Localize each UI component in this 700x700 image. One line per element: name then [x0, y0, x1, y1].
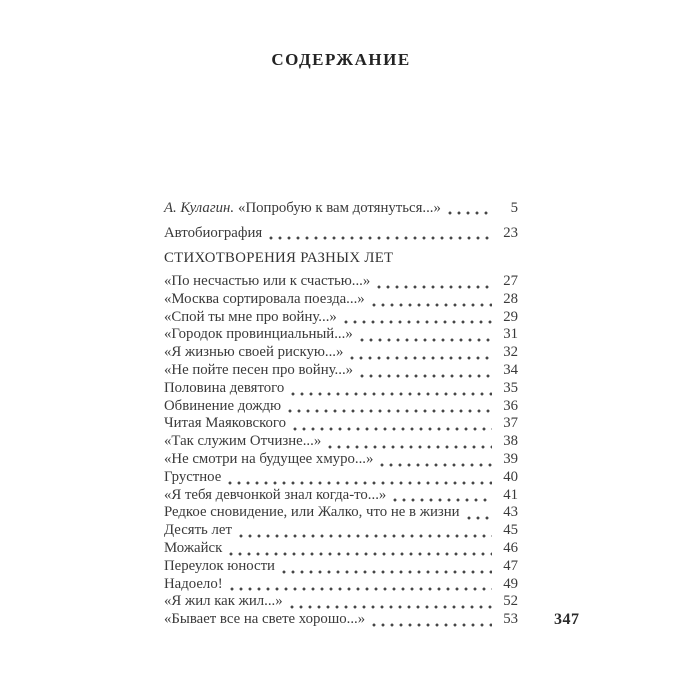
dot-leader: [358, 367, 492, 380]
toc-entry-title: Можайск: [164, 539, 223, 556]
toc-entry: [164, 380, 518, 398]
toc-entry: [164, 540, 518, 558]
toc-entry-title: «Я жизнью своей рискую...»: [164, 344, 344, 361]
dot-leader: [280, 563, 492, 576]
dot-leader: [228, 580, 492, 593]
toc-entry-page: 45: [503, 522, 518, 539]
toc-column: [164, 0, 518, 629]
toc-entry: [164, 344, 518, 362]
front-matter-list: [164, 199, 518, 242]
page-title: СОДЕРЖАНИЕ: [271, 50, 411, 69]
toc-entry: [164, 309, 518, 327]
dot-leader: [291, 420, 492, 433]
dot-leader: [375, 278, 492, 291]
toc-entry-title: Надоело!: [164, 575, 223, 592]
toc-entry-title: «Бывает все на свете хорошо...»: [164, 611, 366, 628]
toc-entry: [164, 593, 518, 611]
toc-entry-page: 53: [503, 611, 518, 628]
section-heading: СТИХОТВОРЕНИЯ РАЗНЫХ ЛЕТ: [164, 250, 394, 266]
toc-entry-title: «Я жил как жил...»: [164, 593, 283, 610]
toc-entry-page: 52: [503, 593, 518, 610]
dot-leader: [446, 204, 492, 217]
dot-leader: [227, 545, 492, 558]
toc-entry: [164, 487, 518, 505]
toc-entry-title: «Москва сортировала поезда...»: [164, 290, 365, 307]
toc-entry: [164, 291, 518, 309]
toc-entry-page: 38: [503, 433, 518, 450]
toc-entry-page: 35: [503, 379, 518, 396]
toc-entry: [164, 611, 518, 629]
toc-entry: [164, 504, 518, 522]
toc-entry-title: Обвинение дождю: [164, 397, 282, 414]
toc-entry: [164, 273, 518, 291]
toc-entry-page: 32: [503, 344, 518, 361]
dot-leader: [267, 229, 492, 242]
toc-entry-page: 49: [503, 575, 518, 592]
toc-entry-title: «Так служим Отчизне...»: [164, 433, 322, 450]
toc-entry-page: 28: [503, 290, 518, 307]
toc-entry-page: 36: [503, 397, 518, 414]
toc-entry: [164, 558, 518, 576]
toc-entry-title: «Не пойте песен про войну...»: [164, 361, 354, 378]
dot-leader: [378, 456, 492, 469]
book-page-number: 347: [554, 611, 580, 628]
toc-entry: [164, 469, 518, 487]
toc-entry: [164, 451, 518, 469]
toc-entry-author: А. Кулагин.: [164, 200, 235, 216]
dot-leader: [391, 491, 492, 504]
toc-entry-page: 29: [503, 308, 518, 325]
toc-entry-title: Грустное: [164, 468, 222, 485]
toc-entry-page: 41: [503, 486, 518, 503]
dot-leader: [289, 385, 492, 398]
toc-entry-title: Половина девятого: [164, 379, 285, 396]
toc-entry: [164, 415, 518, 433]
toc-entry-page: 39: [503, 450, 518, 467]
toc-entry-title: «По несчастью или к счастью...»: [164, 273, 371, 289]
dot-leader: [370, 616, 492, 629]
toc-entry-page: 46: [503, 539, 518, 556]
toc-entry: [164, 224, 518, 242]
toc-entry: [164, 362, 518, 380]
toc-entry-title: «Спой ты мне про войну...»: [164, 308, 337, 325]
dot-leader: [226, 474, 492, 487]
toc-entry-title: Редкое сновидение, или Жалко, что не в жизни: [164, 504, 460, 521]
toc-entry-page: 40: [503, 468, 518, 485]
toc-entry-title: Десять лет: [164, 522, 232, 539]
dot-leader: [286, 402, 492, 415]
dot-leader: [288, 598, 492, 611]
dot-leader: [370, 296, 492, 309]
toc-entry: [164, 326, 518, 344]
toc-entry-page: 34: [503, 361, 518, 378]
toc-entry: [164, 398, 518, 416]
dot-leader: [342, 313, 492, 326]
toc-entry: [164, 433, 518, 451]
toc-entry-title: «Попробую к вам дотянуться...»: [238, 200, 441, 216]
toc-entry-page: 43: [503, 504, 518, 521]
toc-entry-title: «Я тебя девчонкой знал когда-то...»: [164, 486, 387, 503]
toc-entry-page: 47: [503, 557, 518, 574]
dot-leader: [358, 331, 492, 344]
toc-entry-page: 5: [510, 200, 518, 216]
toc-entry-page: 31: [503, 326, 518, 343]
toc-entry-title: Читая Маяковского: [164, 415, 287, 432]
toc-entry-page: 37: [503, 415, 518, 432]
toc-entry: [164, 199, 518, 217]
toc-entry: [164, 522, 518, 540]
toc-entry-page: 23: [503, 225, 518, 241]
toc-entry-title: Переулок юности: [164, 557, 275, 574]
dot-leader: [237, 527, 492, 540]
toc-entry-title: Автобиография: [164, 225, 263, 241]
dot-leader: [326, 438, 492, 451]
toc-entry-title: «Городок провинциальный...»: [164, 326, 353, 343]
poems-list: [164, 273, 518, 629]
dot-leader: [465, 509, 492, 522]
toc-entry-page: 27: [503, 273, 518, 289]
dot-leader: [348, 349, 492, 362]
toc-entry: [164, 576, 518, 594]
toc-entry-title: «Не смотри на будущее хмуро...»: [164, 450, 374, 467]
